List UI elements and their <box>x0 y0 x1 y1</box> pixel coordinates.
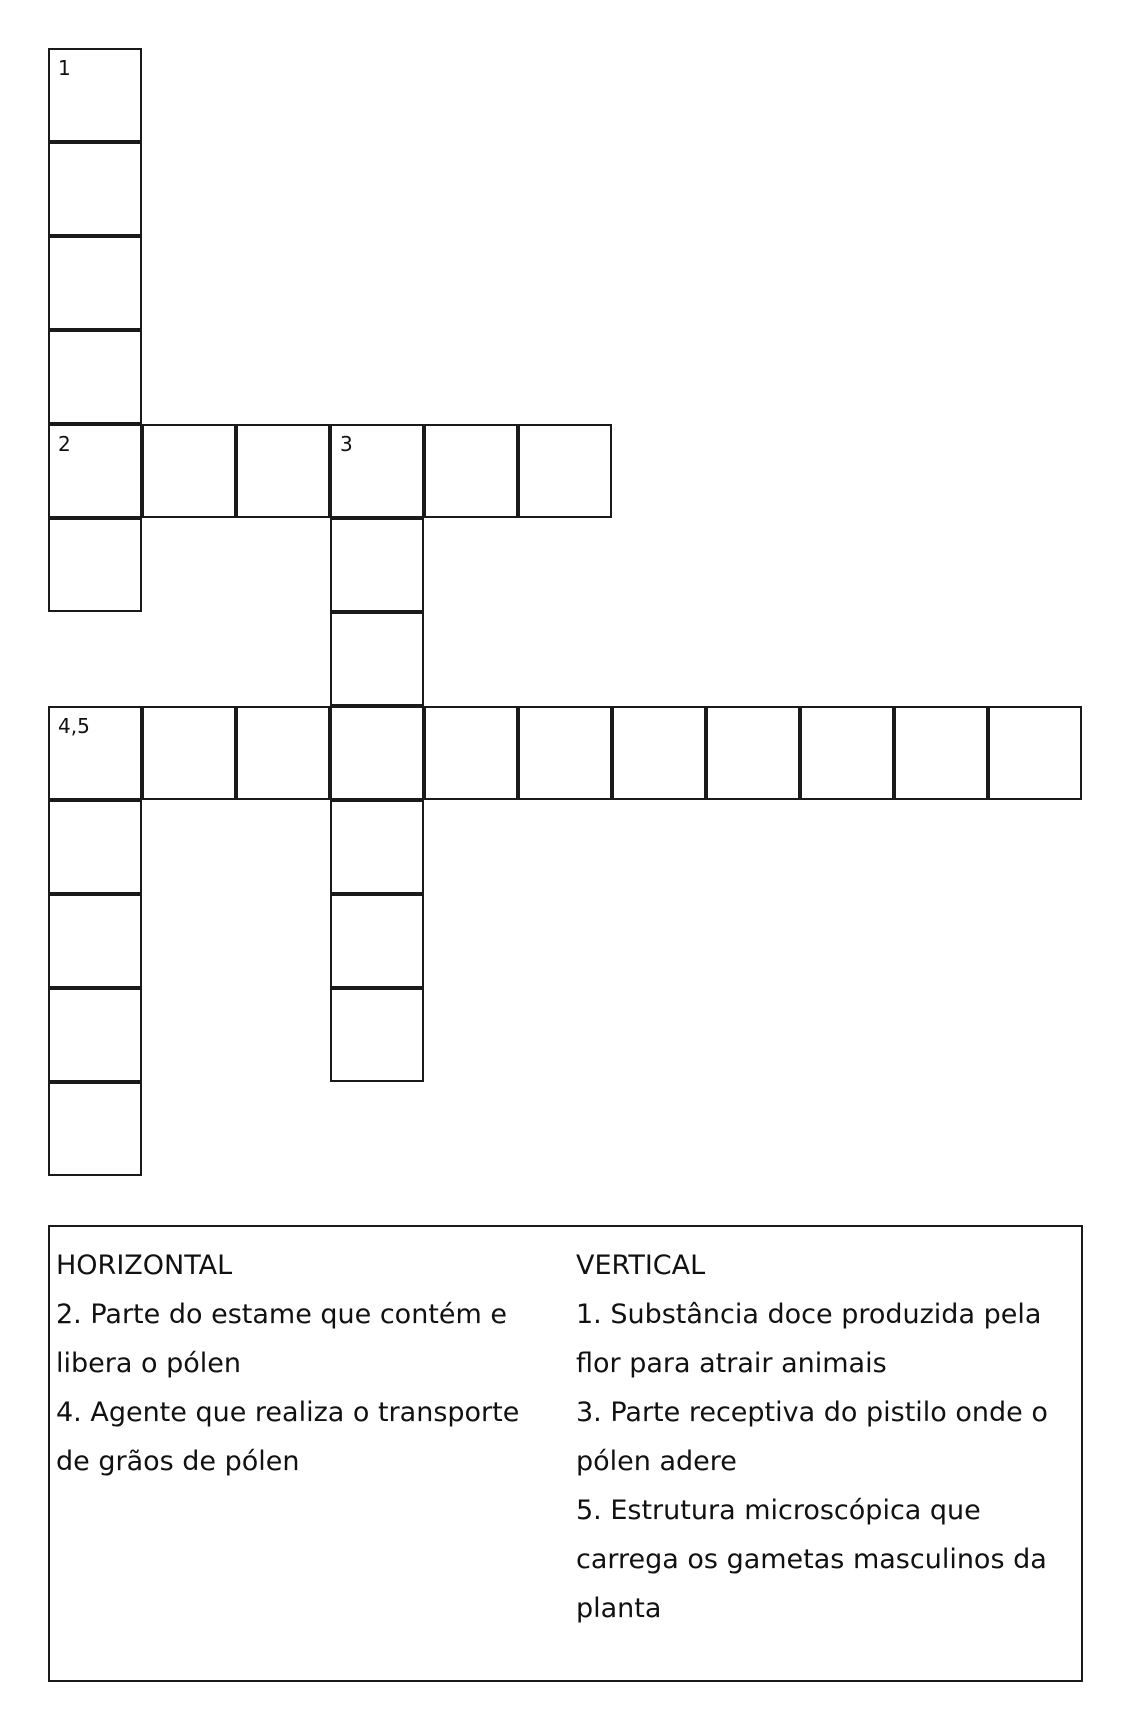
vertical-clues <box>576 1241 1071 1633</box>
grid-cell[interactable] <box>518 706 612 800</box>
grid-cell[interactable] <box>48 330 142 424</box>
clue-number: 2 <box>58 432 71 456</box>
clue-box <box>48 1225 1083 1682</box>
grid-cell[interactable] <box>48 988 142 1082</box>
grid-cell[interactable] <box>518 424 612 518</box>
grid-cell[interactable] <box>48 424 142 518</box>
grid-cell[interactable] <box>236 706 330 800</box>
clue-item: 4. Agente que realiza o transporte de grãos de pólen <box>56 1397 520 1477</box>
grid-cell[interactable] <box>48 142 142 236</box>
clue-number: 3 <box>340 432 353 456</box>
grid-cell[interactable] <box>142 424 236 518</box>
grid-cell[interactable] <box>48 1082 142 1176</box>
grid-cell[interactable] <box>48 706 142 800</box>
grid-cell[interactable] <box>330 894 424 988</box>
grid-cell[interactable] <box>330 518 424 612</box>
grid-cell[interactable] <box>330 800 424 894</box>
grid-cell[interactable] <box>894 706 988 800</box>
grid-cell[interactable] <box>48 236 142 330</box>
grid-cell[interactable] <box>330 706 424 800</box>
grid-cell[interactable] <box>330 612 424 706</box>
grid-cell[interactable] <box>48 894 142 988</box>
clue-number: 1 <box>58 56 71 80</box>
grid-cell[interactable] <box>706 706 800 800</box>
grid-cell[interactable] <box>236 424 330 518</box>
clue-item: 5. Estrutura microscópica que carrega os gametas masculinos da planta <box>576 1495 1047 1624</box>
grid-cell[interactable] <box>988 706 1082 800</box>
grid-cell[interactable] <box>330 988 424 1082</box>
clue-number: 4,5 <box>58 714 90 738</box>
grid-cell[interactable] <box>142 706 236 800</box>
grid-cell[interactable] <box>48 800 142 894</box>
vertical-heading: VERTICAL <box>576 1250 706 1281</box>
clue-item: 1. Substância doce produzida pela flor para atrair animais <box>576 1299 1042 1379</box>
grid-cell[interactable] <box>48 518 142 612</box>
clue-item: 2. Parte do estame que contém e libera o pólen <box>56 1299 507 1379</box>
grid-cell[interactable] <box>424 424 518 518</box>
grid-cell[interactable] <box>424 706 518 800</box>
grid-cell[interactable] <box>800 706 894 800</box>
grid-cell[interactable] <box>48 48 142 142</box>
grid-cell[interactable] <box>612 706 706 800</box>
clue-item: 3. Parte receptiva do pistilo onde o pólen adere <box>576 1397 1048 1477</box>
horizontal-heading: HORIZONTAL <box>56 1250 233 1281</box>
grid-cell[interactable] <box>330 424 424 518</box>
horizontal-clues <box>56 1241 536 1486</box>
